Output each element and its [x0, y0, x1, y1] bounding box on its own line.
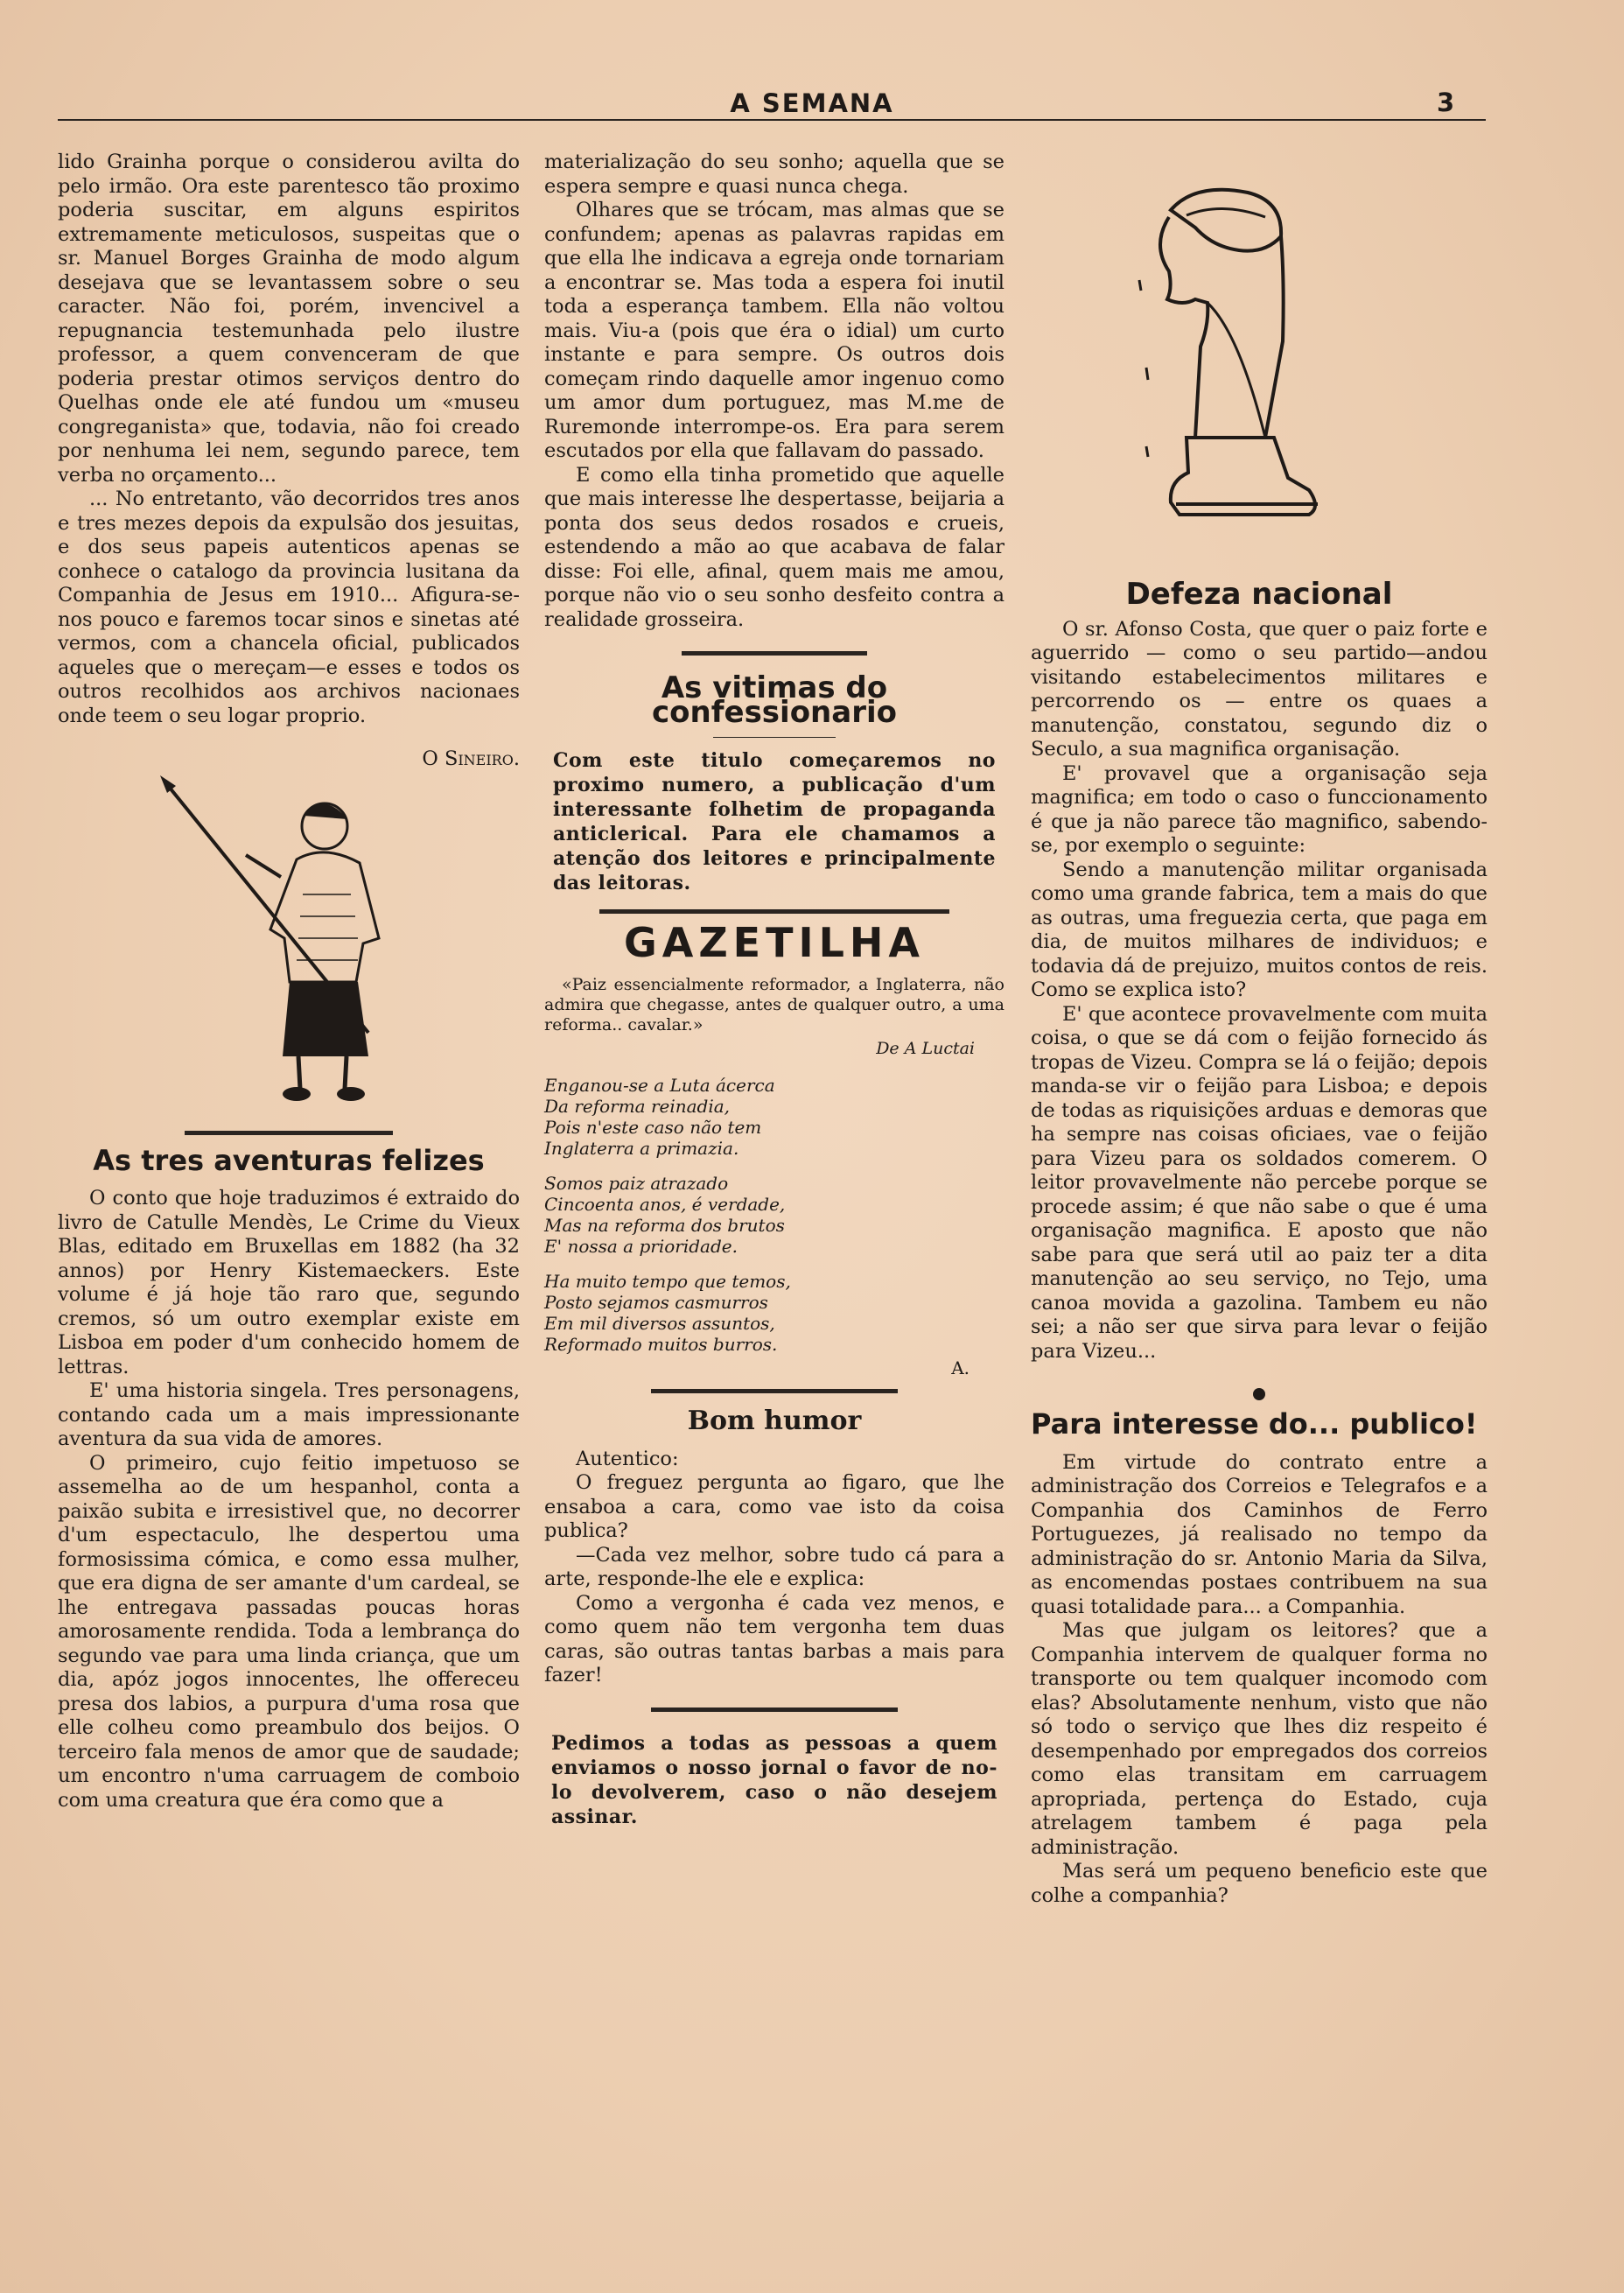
- section-rule: [185, 1131, 393, 1135]
- return-notice: Pedimos a todas as pessoas a quem enviamos o nosso jornal o favor de no-lo devolverem, caso o não desejem assinar.: [551, 1731, 998, 1828]
- column-1: [58, 151, 520, 1813]
- poem-line: Da reforma reinadia,: [544, 1095, 731, 1117]
- story-paragraph-3: E como ella tinha prometido que aquelle que mais interesse lhe despertasse, beijaria a ponta dos seus dedos rosados e crueis, estendendo a mão ao que acabava de falar disse: Foi elle, afinal, quem mais me amou, porque não vio o seu sonho desfeito contra a realidade grosseira.: [544, 463, 1004, 631]
- confessionario-title: As vitimas do confessionario: [652, 670, 897, 730]
- bust-of-republic-icon: [1134, 175, 1396, 569]
- defeza-title: Defeza nacional: [1125, 577, 1393, 612]
- section-rule: [651, 1707, 898, 1712]
- gazetilha-quote: «Paiz essencialmente reformador, a Inglaterra, não admira que chegasse, antes de qualquer outro, a uma reforma.. cavalar.»: [544, 974, 1004, 1034]
- signature-sineiro: O Sineiro.: [422, 747, 520, 770]
- bom-humor-paragraph-2: O freguez pergunta ao figaro, que lhe ensaboa a cara, como vae isto da coisa publica?: [544, 1471, 1004, 1542]
- bom-humor-paragraph-4: Como a vergonha é cada vez menos, e como quem não tem vergonha tem duas caras, são outras tantas barbas a mais para fazer!: [544, 1591, 1004, 1686]
- gazetilha-title: GAZETILHA: [623, 919, 926, 966]
- defeza-paragraph-4: E' que acontece provavelmente com muita coisa, o que se dá com o feijão fornecido ás tropas de Vizeu. Compra se lá o feijão; depois manda-se vir o feijão para Lisboa; e depois de todas as riquisições arduas e demoras que ha sempre nas coisas oficiaes, vae o feijão para Vizeu para os soldados comerem. O leitor provavelmente não percebe porque se procede assim; é que não sabe o que é uma organisação magnifica. E aposto que não sabe para que será util ao paiz ter a dita manutenção ao seu serviço, no Tejo, uma canoa movida a gazolina. Tambem eu não sei; a não ser que sirva para levar o feijão para Vizeu...: [1031, 1002, 1488, 1363]
- poem-line: Em mil diversos assuntos,: [544, 1312, 775, 1334]
- interesse-paragraph-3: Mas será um pequeno beneficio este que colhe a companhia?: [1031, 1860, 1488, 1907]
- interesse-title: Para interesse do... publico!: [1031, 1407, 1478, 1441]
- newspaper-title: A SEMANA: [730, 88, 894, 118]
- header-rule: [58, 119, 1486, 121]
- poem-line: Cincoenta anos, é verdade,: [544, 1193, 786, 1215]
- section-rule: [599, 909, 949, 914]
- poem-line: Pois n'este caso não tem: [544, 1116, 762, 1138]
- bust-illustration: [1134, 175, 1396, 569]
- column-2: [544, 151, 1004, 1829]
- confessionario-notice: Com este titulo começaremos no proximo numero, a publicação d'um interessante folhetim de propaganda anticlerical. Para ele chamamos a atenção dos leitores e principalmente das leitoras.: [553, 749, 996, 894]
- altar-boy-bell-ringer-icon: [150, 772, 412, 1122]
- poem-line: Enganou-se a Luta ácerca: [544, 1074, 775, 1096]
- poem-line: Somos paiz atrazado: [544, 1172, 729, 1194]
- interesse-paragraph-2: Mas que julgam os leitores? que a Companhia intervem de qualquer forma no transporte ou tem qualquer incomodo com elas? Absolutamente nenhum, visto que não só todo o serviço que lhes diz respeito é desempenhado por empregados dos correios como elas transitam em carruagem apropriada, pertença do Estado, cuja atrelagem tambem é paga pela administração.: [1031, 1619, 1488, 1859]
- page-number: 3: [1437, 88, 1455, 117]
- poem-signature: A.: [951, 1357, 970, 1378]
- defeza-paragraph-1: O sr. Afonso Costa, que quer o paiz forte e aguerrido — como o seu partido—andou visitando estabelecimentos militares e percorrendo os — entre os quaes a manutenção, constatou, segundo diz o Seculo, a sua magnifica organisação.: [1031, 617, 1488, 761]
- poem-line: E' nossa a prioridade.: [544, 1235, 738, 1257]
- bom-humor-paragraph-1: Autentico:: [576, 1447, 679, 1470]
- gazetilha-source: De A Luctai: [876, 1038, 975, 1058]
- section-rule-thin: [713, 737, 836, 738]
- defeza-paragraph-2: E' provavel que a organisação seja magnifica; em todo o caso o funccionamento é que ja não parece tão magnifico, sabendo-se, por exemplo o seguinte:: [1031, 761, 1488, 857]
- poem-line: Mas na reforma dos brutos: [544, 1214, 785, 1236]
- section-dot: [1031, 1388, 1488, 1400]
- bom-humor-paragraph-3: —Cada vez melhor, sobre tudo cá para a arte, responde-lhe ele e explica:: [544, 1543, 1004, 1590]
- poem-line: Ha muito tempo que temos,: [544, 1270, 791, 1292]
- interesse-paragraph-1: Em virtude do contrato entre a administração dos Correios e Telegrafos e a Companhia dos Caminhos de Ferro Portuguezes, já realisado no tempo da administração do sr. Antonio Maria da Silva, as encomendas postaes contribuem na sua quasi totalidade para... a Companhia.: [1031, 1450, 1488, 1618]
- story-paragraph-2: Olhares que se trócam, mas almas que se confundem; apenas as palavras rapidas em que ella lhe indicava a egreja onde tornariam a encontrar se. Mas toda a espera foi inutil toda a esperança tambem. Ella não voltou mais. Viu-a (pois que éra o idial) um curto instante e para sempre. Os outros dois começam rindo daquelle amor ingenuo como um amor dum portuguez, mas M.me de Ruremonde interrompe-os. Era para serem escutados por ella que fallavam do passado.: [544, 199, 1004, 462]
- defeza-paragraph-3: Sendo a manutenção militar organisada como uma grande fabrica, tem a mais do que as outras, uma freguezia certa, que paga em dia, de muitos milhares de individuos; e todavia dá de prejuizo, muitos contos de reis. Como se explica isto?: [1031, 858, 1488, 1001]
- article-paragraph-3: O primeiro, cujo feitio impetuoso se assemelha ao de um hespanhol, conta a paixão subita e irresistivel que, no decorrer d'um espectaculo, lhe despertou uma formosissima cómica, e como essa mulher, que era digna de ser amante d'um cardeal, se lhe entregava passadas poucas horas amorosamente rendida. Toda a lembrança do segundo vae para uma linda criança, que um dia, apóz jogos innocentes, lhe offereceu presa dos labios, a purpura d'uma rosa que elle colheu como preambulo dos beijos. O terceiro fala menos de amor que de saudade; um encontro n'uma carruagem de comboio com uma creatura que éra como que a: [58, 1451, 520, 1812]
- poem-line: Inglaterra a primazia.: [544, 1137, 739, 1159]
- intro-paragraph-2: ... No entretanto, vão decorridos tres anos e tres mezes depois da expulsão dos jesuitas, e dos seus papeis autenticos apenas se conhece o catalogo da provincia lusitana da Companhia de Jesus em 1910... Afigura-se-nos pouco e faremos tocar sinos e sinetas até vermos, com a chancela oficial, publicados aqueles que o mereçam—e esses e todos os outros recolhidos aos archivos nacionaes onde teem o seu logar proprio.: [58, 487, 520, 727]
- article-title-tres-aventuras: As tres aventuras felizes: [93, 1143, 485, 1177]
- section-rule: [651, 1389, 898, 1393]
- article-paragraph-2: E' uma historia singela. Tres personagens, contando cada um a mais impressionante aventura da sua vida de amores.: [58, 1379, 520, 1450]
- column-3: [1031, 577, 1488, 1908]
- intro-paragraph-1: lido Grainha porque o considerou avilta do pelo irmão. Ora este parentesco tão proximo poderia suscitar, em alguns espiritos extremamente meticulosos, suspeitas que o sr. Manuel Borges Grainha de modo algum desejava que se levantassem sobre o seu caracter. Não foi, porém, invencivel a repugnancia testemunhada pelo ilustre professor, a quem convenceram de que poderia prestar otimos serviços dentro do Quelhas onde ele até fundou um «museu congreganista» que, todavia, não foi creado por nenhuma lei nem, segundo parece, tem verba no orçamento...: [58, 151, 520, 487]
- poem-line: Posto sejamos casmurros: [544, 1291, 768, 1313]
- altar-boy-illustration: [58, 772, 520, 1122]
- poem: [544, 1075, 1004, 1381]
- story-paragraph-1: materialização do seu sonho; aquella que se espera sempre e quasi nunca chega.: [544, 151, 1004, 198]
- bullet-dot-icon: [1253, 1388, 1265, 1400]
- bom-humor-title: Bom humor: [687, 1406, 862, 1436]
- section-rule: [682, 651, 867, 656]
- article-paragraph-1: O conto que hoje traduzimos é extraido do livro de Catulle Mendès, Le Crime du Vieux Blas, editado em Bruxellas em 1882 (ha 32 annos) por Henry Kistemaeckers. Este volume é já hoje tão raro que, segundo cremos, só um outro exemplar existe em Lisboa em poder d'um conhecido homem de lettras.: [58, 1187, 520, 1378]
- poem-line: Reformado muitos burros.: [544, 1333, 778, 1355]
